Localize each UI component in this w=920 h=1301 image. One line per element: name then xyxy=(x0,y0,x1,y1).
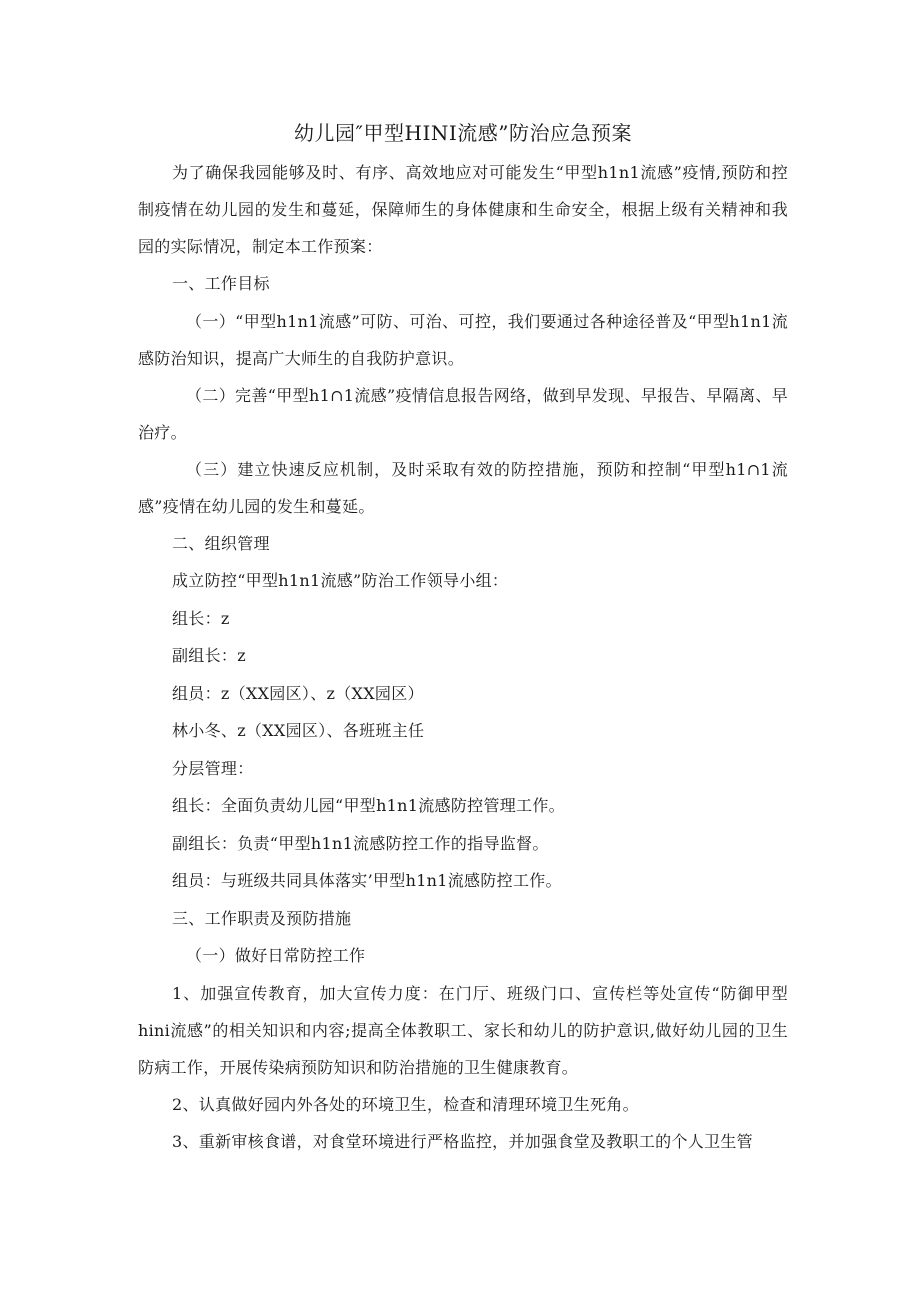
goal-item-1: （一）“甲型h1n1流感”可防、可治、可控，我们要通过各种途径普及“甲型h1n1流感防治知识，提高广大师生的自我防护意识。 xyxy=(138,311,788,368)
section-heading-organization: 二、组织管理 xyxy=(172,533,270,553)
section-heading-goals: 一、工作目标 xyxy=(172,274,270,293)
org-line-leader: 组长：z xyxy=(172,608,230,628)
document-title: 幼儿园″甲型HINI流感”防治应急预案 xyxy=(294,121,632,145)
goal-item-3: （三）建立快速反应机制，及时采取有效的防控措施，预防和控制“甲型h1∩1流感”疫情在幼儿园的发生和蔓延。 xyxy=(138,459,788,516)
org-line-deputy-duty: 副组长：负责“甲型h1n1流感防控工作的指导监督。 xyxy=(172,833,549,853)
measure-item-2: 2、认真做好园内外各处的环境卫生，检查和清理环境卫生死角。 xyxy=(172,1094,639,1114)
org-line-tiered-management: 分层管理： xyxy=(172,758,254,778)
org-line-leader-duty: 组长：全面负责幼儿园“甲型h1n1流感防控管理工作。 xyxy=(172,796,565,815)
measure-item-1: 1、加强宣传教育，加大宣传力度：在门厅、班级门口、宣传栏等处宣传“防御甲型hini流感”的相关知识和内容;提高全体教职工、家长和幼儿的防护意识,做好幼儿园的卫生防病工作，开展传染病预防知识和防治措施的卫生健康教育。 xyxy=(138,983,788,1077)
subsection-heading-daily-prevention: （一）做好日常防控工作 xyxy=(186,946,366,965)
org-line-members: 组员：z（XX园区）、z（XX园区） xyxy=(172,683,424,703)
org-line-deputy-leader: 副组长：z xyxy=(172,646,246,665)
intro-paragraph: 为了确保我园能够及时、有序、高效地应对可能发生“甲型h1n1流感”疫情,预防和控制疫情在幼儿园的发生和蔓延，保障师生的身体健康和生命安全，根据上级有关精神和我园的实际情况，制定本工作预案： xyxy=(138,163,788,256)
org-line-group-setup: 成立防控“甲型h1n1流感”防治工作领导小组： xyxy=(172,571,509,590)
measure-item-3: 3、重新审核食谱，对食堂环境进行严格监控，并加强食堂及教职工的个人卫生管 xyxy=(172,1131,753,1151)
org-line-members-cont: 林小冬、z（XX园区）、各班班主任 xyxy=(172,721,425,740)
section-heading-duties: 三、工作职责及预防措施 xyxy=(172,908,352,928)
document-page xyxy=(138,116,788,1160)
goal-item-2: （二）完善“甲型h1∩1流感”疫情信息报告网络，做到早发现、早报告、早隔离、早治疗。 xyxy=(138,385,788,442)
org-line-member-duty: 组员：与班级共同具体落实’甲型h1n1流感防控工作。 xyxy=(172,871,562,890)
